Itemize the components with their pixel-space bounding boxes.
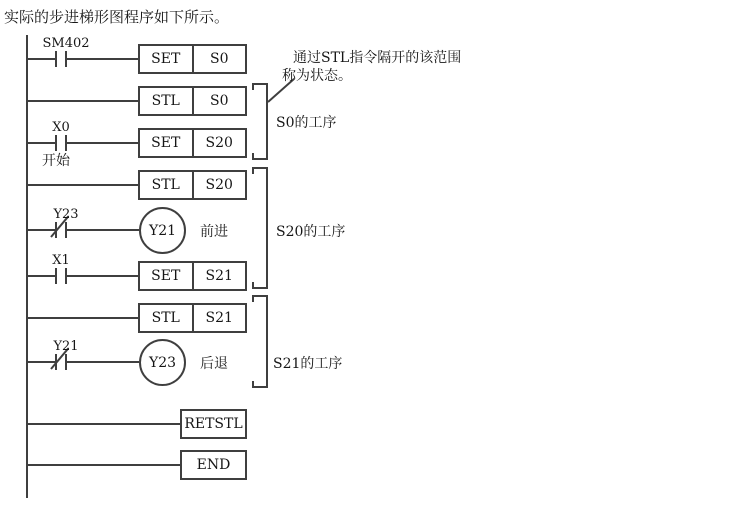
section-label-s0: S0的工序 [276,115,337,131]
contact-label: Y21 [53,339,79,354]
coil-y23 [139,339,186,386]
contact-bar [55,268,57,284]
contact-label: X1 [52,253,70,268]
bracket-tick [252,295,254,302]
instruction-op: STL [151,310,180,326]
page-title: 实际的步进梯形图程序如下所示。 [4,8,230,26]
bracket-tick [252,282,254,289]
instruction-op: SET [151,135,181,151]
instruction-operand: S0 [192,88,246,114]
contact-label: Y23 [53,207,79,222]
instruction-operand: S21 [192,263,246,289]
wire [67,229,139,231]
wire [27,142,55,144]
contact-bar [55,135,57,151]
contact-y23-nc [55,222,67,238]
contact-label: X0 [52,120,70,135]
instruction-box-stl-s21 [138,303,247,333]
contact-bar [55,51,57,67]
bracket-tick [252,83,254,90]
instruction-box-set-s0 [138,44,247,74]
section-label-s20: S20的工序 [276,224,346,240]
wire [27,229,55,231]
bracket-s0 [266,83,268,160]
section-label-s21: S21的工序 [273,356,343,372]
bracket-tick [252,167,254,174]
contact-x0 [55,135,67,151]
instruction-box-set-s21 [138,261,247,291]
wire [27,361,55,363]
contact-sm402 [55,51,67,67]
contact-sublabel: 开始 [42,153,70,169]
contact-x1 [55,268,67,284]
bracket-tick [252,83,266,85]
wire [67,361,139,363]
bracket-tick [252,287,266,289]
coil-caption: 后退 [200,356,228,372]
instruction-operand: S0 [192,46,246,72]
wire [67,142,138,144]
instruction-op: END [196,457,231,473]
wire [27,464,180,466]
instruction-box-end [180,450,247,480]
bracket-tick [252,158,266,160]
instruction-op: STL [151,93,180,109]
wire [27,100,138,102]
coil-y21 [139,207,186,254]
coil-label: Y21 [148,222,177,239]
annotation-line2: 称为状态。 [282,68,352,84]
contact-y21-nc [55,354,67,370]
instruction-op: SET [151,51,181,67]
instruction-box-set-s20 [138,128,247,158]
instruction-operand: S20 [192,130,246,156]
instruction-operand: S21 [192,305,246,331]
bracket-tick [252,153,254,160]
wire [27,317,138,319]
instruction-operand: S20 [192,172,246,198]
wire [27,184,138,186]
instruction-op: SET [151,268,181,284]
wire [67,58,138,60]
coil-label: Y23 [148,354,177,371]
bracket-s21 [266,295,268,388]
bracket-s20 [266,167,268,289]
annotation-line1: 通过STL指令隔开的该范围 [293,50,462,66]
contact-label: SM402 [42,36,90,51]
instruction-box-stl-s0 [138,86,247,116]
bracket-tick [252,295,266,297]
wire [67,275,138,277]
instruction-op: STL [151,177,180,193]
instruction-box-stl-s20 [138,170,247,200]
wire [27,58,55,60]
bracket-tick [252,386,266,388]
wire [27,423,180,425]
wire [27,275,55,277]
instruction-box-retstl [180,409,247,439]
bracket-tick [252,381,254,388]
coil-caption: 前进 [200,224,228,240]
instruction-op: RETSTL [184,416,243,432]
bracket-tick [252,167,266,169]
